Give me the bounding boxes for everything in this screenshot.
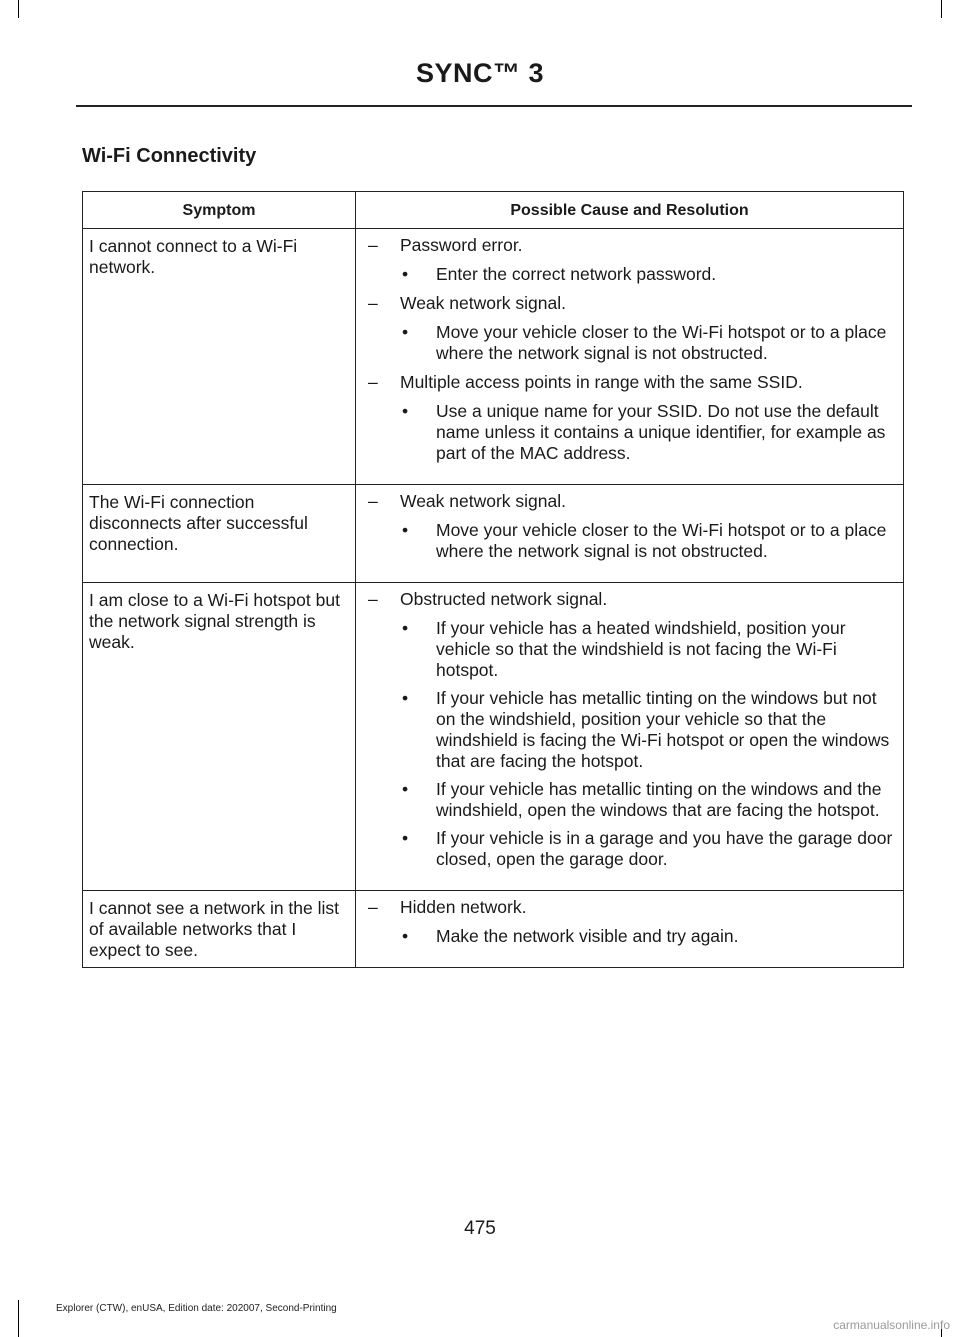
dash-marker: – <box>368 491 378 511</box>
resolution-text: Make the network visible and try again. <box>436 926 739 946</box>
cause-item <box>368 293 896 314</box>
troubleshooting-table <box>82 191 904 968</box>
page-header-title: SYNC™ 3 <box>415 58 545 88</box>
symptom-cell: I am close to a Wi-Fi hotspot but the network signal strength is weak. <box>83 583 356 890</box>
cause-text: Obstructed network signal. <box>400 589 608 609</box>
column-header-symptom: Symptom <box>83 192 356 228</box>
resolution-cell <box>356 583 903 890</box>
bullet-marker: • <box>402 322 409 342</box>
resolution-text: If your vehicle has a heated windshield, position your vehicle so that the windshield is not facing the Wi-Fi hotspot. <box>436 618 846 680</box>
section-title: Wi-Fi Connectivity <box>82 145 257 167</box>
bullet-marker: • <box>402 926 409 946</box>
cause-item <box>368 589 896 610</box>
resolution-item <box>402 779 896 821</box>
dash-marker: – <box>368 589 378 609</box>
bullet-marker: • <box>402 618 409 638</box>
resolution-text: Move your vehicle closer to the Wi-Fi hotspot or to a place where the network signal is not obstructed. <box>436 520 887 561</box>
resolution-list <box>402 618 896 870</box>
symptom-cell: The Wi-Fi connection disconnects after successful connection. <box>83 485 356 582</box>
resolution-item <box>402 926 896 947</box>
table-row <box>83 582 903 890</box>
cause-text: Weak network signal. <box>400 293 567 313</box>
cause-text: Password error. <box>400 235 523 255</box>
header-divider <box>76 105 912 107</box>
cause-text: Multiple access points in range with the same SSID. <box>400 372 803 392</box>
cause-item <box>368 491 896 512</box>
dash-marker: – <box>368 372 378 392</box>
dash-marker: – <box>368 897 378 917</box>
symptom-cell: I cannot see a network in the list of available networks that I expect to see. <box>83 891 356 967</box>
resolution-text: If your vehicle has metallic tinting on the windows but not on the windshield, position your vehicle so that the windshield is facing the Wi-Fi hotspot or open the windows that are facing the hotspot. <box>436 688 890 771</box>
cause-item <box>368 372 896 393</box>
resolution-list <box>402 401 896 464</box>
table-header-row <box>83 192 903 228</box>
dash-marker: – <box>368 235 378 255</box>
table-body <box>83 228 903 967</box>
resolution-item <box>402 618 896 681</box>
footer-edition-info: Explorer (CTW), enUSA, Edition date: 202007, Second-Printing <box>56 1303 337 1314</box>
resolution-item <box>402 401 896 464</box>
bullet-marker: • <box>402 779 409 799</box>
bullet-marker: • <box>402 520 409 540</box>
resolution-item <box>402 828 896 870</box>
crop-mark-bottom-left <box>18 1300 19 1337</box>
resolution-item <box>402 520 896 562</box>
resolution-list <box>402 926 896 947</box>
bullet-marker: • <box>402 401 409 421</box>
table-row <box>83 228 903 484</box>
resolution-cell <box>356 229 903 484</box>
resolution-text: Use a unique name for your SSID. Do not use the default name unless it contains a unique identifier, for example as part of the MAC address. <box>436 401 886 463</box>
resolution-item <box>402 688 896 772</box>
bullet-marker: • <box>402 688 409 708</box>
resolution-list <box>402 264 896 285</box>
cause-text: Weak network signal. <box>400 491 567 511</box>
resolution-list <box>402 322 896 364</box>
cause-item <box>368 897 896 918</box>
dash-marker: – <box>368 293 378 313</box>
resolution-list <box>402 520 896 562</box>
resolution-text: Enter the correct network password. <box>436 264 717 284</box>
bullet-marker: • <box>402 828 409 848</box>
crop-mark-top-left <box>18 0 19 18</box>
column-header-resolution: Possible Cause and Resolution <box>510 201 749 219</box>
table-row <box>83 484 903 582</box>
table-row <box>83 890 903 967</box>
crop-mark-top-right <box>941 0 942 18</box>
symptom-cell: I cannot connect to a Wi-Fi network. <box>83 229 356 484</box>
resolution-cell <box>356 891 903 967</box>
resolution-item <box>402 264 896 285</box>
cause-item <box>368 235 896 256</box>
bullet-marker: • <box>402 264 409 284</box>
resolution-text: Move your vehicle closer to the Wi-Fi hotspot or to a place where the network signal is not obstructed. <box>436 322 887 363</box>
cause-text: Hidden network. <box>400 897 527 917</box>
resolution-cell <box>356 485 903 582</box>
resolution-item <box>402 322 896 364</box>
resolution-text: If your vehicle is in a garage and you have the garage door closed, open the garage door. <box>436 828 893 869</box>
resolution-text: If your vehicle has metallic tinting on the windows and the windshield, open the windows that are facing the hotspot. <box>436 779 882 820</box>
page-number: 475 <box>464 1218 496 1239</box>
watermark: carmanualsonline.info <box>833 1318 950 1332</box>
